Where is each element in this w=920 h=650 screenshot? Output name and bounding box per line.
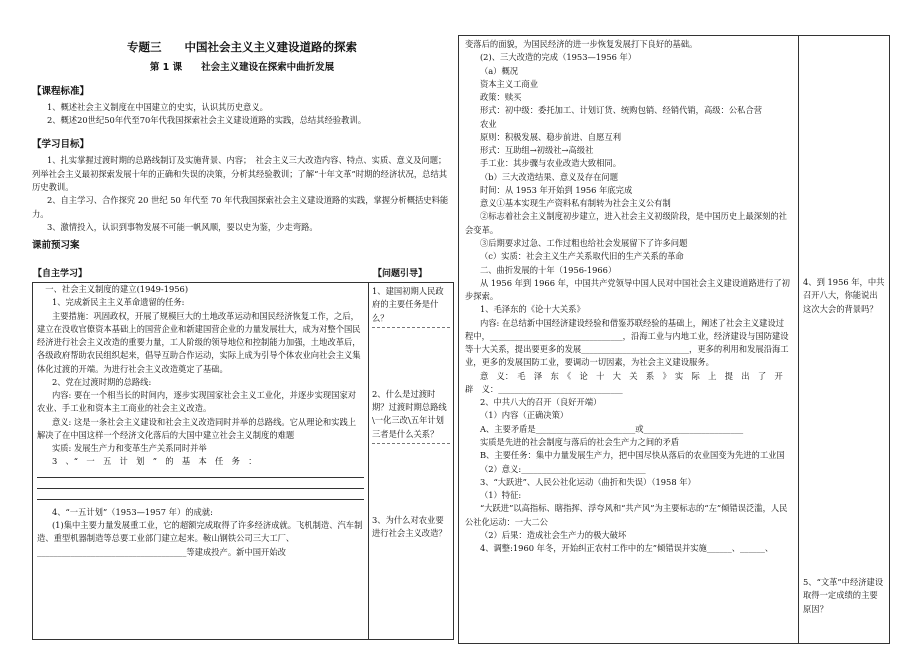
guide-heading: 【问题引导】 <box>373 269 428 279</box>
goal-item-3: 3、激情投入，认识到事物发展不可能一帆风顺，要以史为鉴，少走弯路。 <box>46 221 318 232</box>
r6c: 实质是先进的社会制度与落后的社会生产力之间的矛盾 <box>479 436 680 447</box>
r7c: （2）后果：造成社会生产力的极大破坏 <box>479 529 627 540</box>
goals-heading: 【学习目标】 <box>32 139 90 151</box>
right-content-column <box>459 36 799 643</box>
r5a: 内容: 在总结新中国经济建设经验和借鉴苏联经验的基础上，阐述了社会主义建设过程中，________________________________，沿海工业与内地工业，经济建设与国防建设等十大关系，提出要更多的发展__________________________，更多的利用和发展沿海工业，更多的发展国防工业，要调动一切因素，为社会主义建设服务。 <box>465 317 789 368</box>
guide-question-2 <box>372 388 450 444</box>
task-1-text: 主要措施：巩固政权，开展了规模巨大的土地改革运动和国民经济恢复工作，之后，建立在没收官僚资本基础上的国营企业和新建国营企业的力量发展壮大，成为对整个国民经济进行社会主义改造的重要力量，工人阶级的领导地位和控制能力加强，土地改革后，各级政府帮助农民组织起来，倡导互助合作运动，实际上成为引导个体农业向社会主义集体化过渡的开端。为进行社会主义改造奠定了基础。 <box>37 310 361 374</box>
blank-line-2[interactable] <box>37 488 364 489</box>
standard-item-2: 2、概述20世纪50年代至70年代我国探索社会主义建设道路的实践，总结其经验教训。 <box>46 115 366 126</box>
guide-question-3 <box>372 514 450 541</box>
task-2: 2、党在过渡时期的总路线: <box>51 376 152 387</box>
guide-column <box>369 269 453 639</box>
task-4: 4、“一五计划”（1953—1957 年）的成就: <box>51 506 213 517</box>
guide-question-4-text: 4、到 1956 年，中共召开八大，你能说出这次大会的背景吗？ <box>803 277 885 314</box>
r4: 二、曲折发展的十年（1956-1966） <box>479 264 617 275</box>
self-study-heading: 【自主学习】 <box>33 269 88 279</box>
r3b: 时间：从 1953 年开始到 1956 年底完成 <box>479 184 633 195</box>
r3d: ②标志着社会主义制度初步建立，进入社会主义初级阶段，是中国历史上最深刻的社会变革。 <box>465 211 787 235</box>
r1c: 政策：赎买 <box>479 92 522 103</box>
r3c: 意义①基本实现生产资料私有制转为社会主义公有制 <box>479 198 671 209</box>
self-study-column <box>33 269 369 639</box>
r1: (2)、三大改造的完成（1953—1956 年） <box>479 52 637 63</box>
section-1-heading: 一、社会主义制度的建立(1949-1956) <box>45 284 189 294</box>
r0: 变落后的面貌，为国民经济的进一步恢复发展打下良好的基础。 <box>465 39 698 49</box>
r3f: （c）实质：社会主义生产关系取代旧的生产关系的革命 <box>479 251 684 262</box>
self-study-table <box>32 269 454 640</box>
task-3: 3 、“ 一 五 计 划 ” 的 基 本 任 务 ： <box>51 456 257 467</box>
r6b: A、主要矛盾是________________________或________________________ <box>479 423 744 434</box>
topic-title: 专题三 中国社会主义主义建设道路的探索 <box>127 40 357 54</box>
r6: 2、中共八大的召开（良好开端） <box>479 397 602 408</box>
standards-heading: 【课程标准】 <box>32 85 90 97</box>
guide-question-3-text: 3、为什么对农业要进行社会主义改造？ <box>372 514 447 539</box>
task-1: 1、完成新民主主义革命遗留的任务: <box>51 297 185 308</box>
lesson-title: 第 1 课 社会主义建设在探索中曲折发展 <box>149 62 335 74</box>
r1a: （a）概况 <box>479 65 519 76</box>
task-2-content: 内容: 要在一个相当长的时间内，逐步实现国家社会主义工业化，并逐步实现国家对农业、手工业和资本主工商业的社会主义改造。 <box>37 390 357 414</box>
goal-item-1: 1、扎实掌握过渡时期的总路线制订及实施背景、内容； 社会主义三大改造内容、特点、实质、意义及问题；列举社会主义最初探索发展十年的正确和失误的决策，分析其经验教训；了解“十年文革”时期的经济状况，总结其历史教训。 <box>32 155 448 193</box>
goal-item-2: 2、自主学习、合作探究 20 世纪 50 年代至 70 年代我国探索社会主义建设道路的实践，掌握分析概括史料能力。 <box>32 195 449 219</box>
standard-item-1: 1、概述社会主义制度在中国建立的史实，认识其历史意义。 <box>46 101 268 112</box>
r5: 1、毛泽东的《论十大关系》 <box>479 304 585 315</box>
right-column <box>458 35 890 644</box>
r5b: 意 义： 毛 泽 东 《 论 十 大 关 系 》 实 际 上 提 出 了 开 辟 义：______________________________ <box>465 370 792 394</box>
r3a: （b）三大改造结果、意义及存在问题 <box>479 171 619 182</box>
r1b: 资本主义工商业 <box>479 78 539 89</box>
preview-heading: 课前预习案 <box>32 240 80 252</box>
right-guide-column <box>799 36 889 643</box>
guide-question-4 <box>803 276 885 316</box>
guide-question-5-text: 5、“文革”中经济建设取得一定成绩的主要原因？ <box>803 577 884 614</box>
guide-question-2-text: 2、什么是过渡时期？过渡时期总路线\一化三改\五年计划三者是什么关系？ <box>372 388 447 439</box>
r7b: “大跃进”以高指标、瞎指挥、浮夸风和“共产风”为主要标志的“左”倾错误泛滥，人民公社化运动：一大二公 <box>465 503 788 527</box>
blank-line-3[interactable] <box>37 499 364 500</box>
r7a: （1）特征: <box>479 490 522 501</box>
r6d: B、主要任务：集中力量发展生产力，把中国尽快从落后的农业国变为先进的工业国 <box>479 450 785 461</box>
r1d: 形式：初中级：委托加工、计划订货、统购包销、经销代销，高级：公私合营 <box>479 105 763 116</box>
guide-question-1-text: 1、建国初期人民政府的主要任务是什么？ <box>372 286 444 323</box>
r6e: （2）意义:______________________________ <box>479 463 646 474</box>
guide-question-1 <box>372 285 450 328</box>
left-column <box>32 30 452 642</box>
r2a: 农业 <box>479 118 497 129</box>
guide-question-5 <box>803 576 885 616</box>
r7: 3、“大跃进”、人民公社化运动（曲折和失误）（1958 年） <box>479 476 696 487</box>
task-4-text: (1)集中主要力量发展重工业，它的超额完成取得了许多经济成就。飞机制造、汽车制造、重型机器制造等总要工业部门建立起来。鞍山钢铁公司三大工厂、____________________________________等建成投产。新中国开始改 <box>37 519 363 557</box>
task-2-meaning: 意义: 这是一条社会主义建设和社会主义改造同时并举的总路线。它从理论和实践上解决了在中国这样一个经济文化落后的大国中建立社会主义制度的难题 <box>37 416 357 440</box>
r6a: （1）内容（正确决策） <box>479 410 569 421</box>
r4a: 从 1956 年到 1966 年，中国共产党领导中国人民对中国社会主义建设道路进行了初步探索。 <box>465 277 790 302</box>
r2b: 原则：积极发展、稳步前进、自愿互利 <box>479 131 621 142</box>
r7d: 4、调整:1960 年冬，开始纠正农村工作中的左”倾错误并实施______、______、 <box>479 543 774 554</box>
r3e: ③后期要求过急、工作过粗也给社会发展留下了许多问题 <box>479 237 688 248</box>
task-2-essence: 实质: 发展生产力和变革生产关系同时并举 <box>51 443 207 454</box>
blank-line-1[interactable] <box>37 477 364 478</box>
r2c: 形式：互助组→初级社→高级社 <box>479 145 594 156</box>
r2d: 手工业：其步骤与农业改造大致相同。 <box>479 158 621 169</box>
